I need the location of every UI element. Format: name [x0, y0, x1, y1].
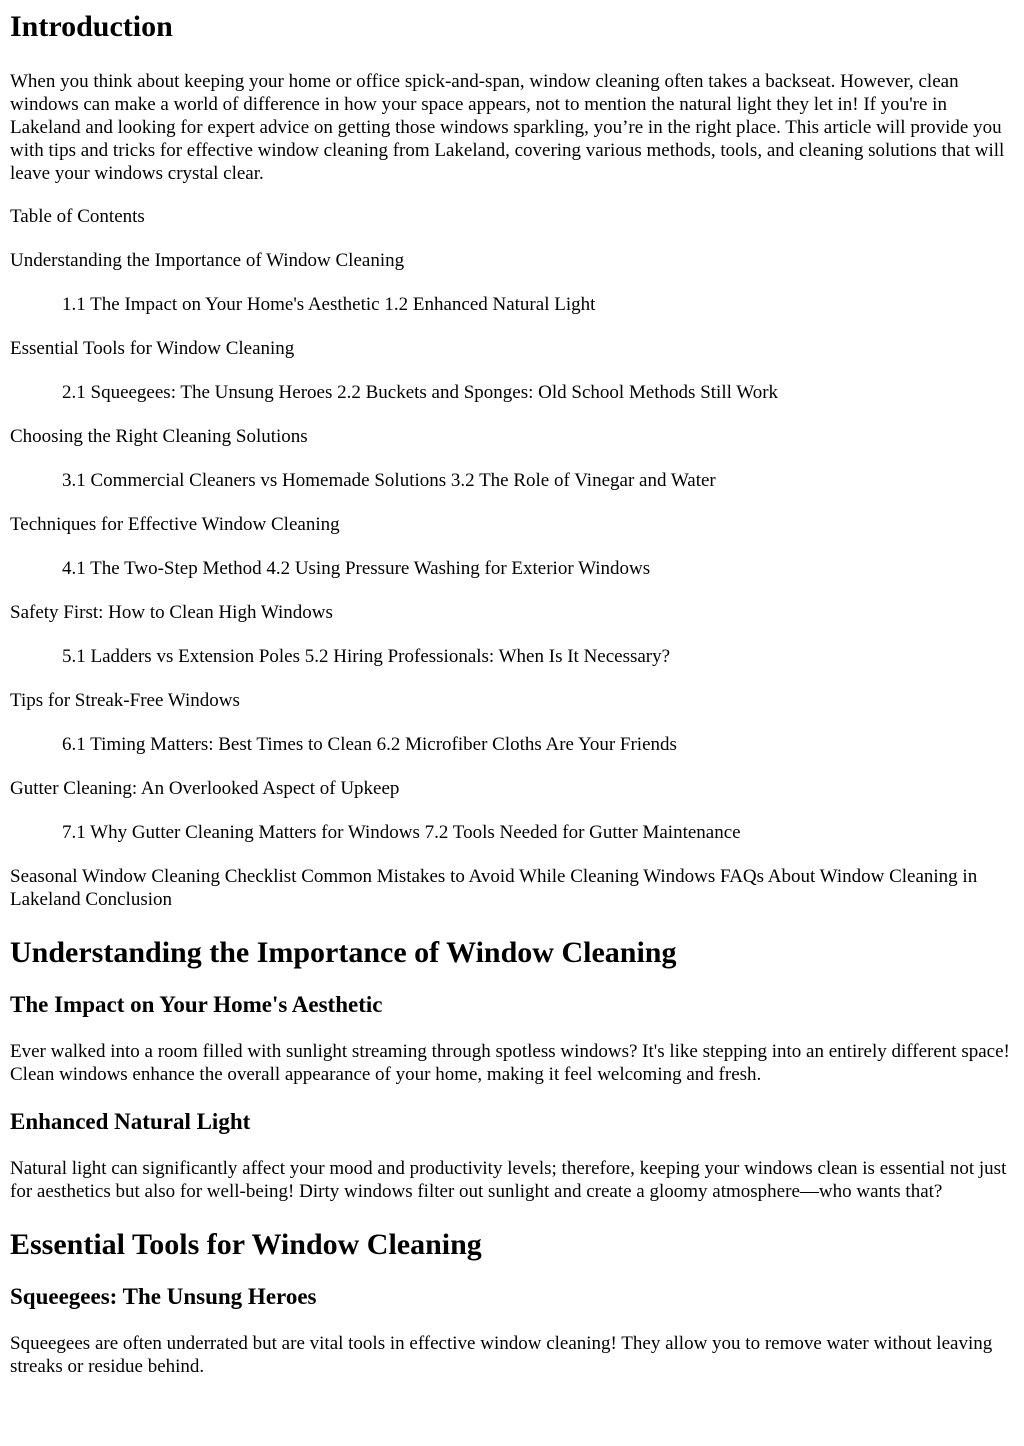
toc-section-7[interactable]: Gutter Cleaning: An Overlooked Aspect of Upkeep: [10, 778, 400, 799]
toc-subsections-1[interactable]: 1.1 The Impact on Your Home's Aesthetic 1.2 Enhanced Natural Light: [62, 294, 596, 315]
toc-subsections-2[interactable]: 2.1 Squeegees: The Unsung Heroes 2.2 Buckets and Sponges: Old School Methods Still Work: [62, 382, 779, 403]
intro-heading: Introduction: [10, 10, 173, 43]
toc-heading: Table of Contents: [10, 206, 145, 227]
table-of-contents: [10, 249, 1014, 911]
toc-subsections-7[interactable]: 7.1 Why Gutter Cleaning Matters for Windows 7.2 Tools Needed for Gutter Maintenance: [62, 822, 741, 843]
tools-heading: Essential Tools for Window Cleaning: [10, 1228, 482, 1261]
squeegee-heading: Squeegees: The Unsung Heroes: [10, 1284, 317, 1309]
toc-section-2[interactable]: Essential Tools for Window Cleaning: [10, 338, 295, 359]
toc-subsections-6[interactable]: 6.1 Timing Matters: Best Times to Clean 6.2 Microfiber Cloths Are Your Friends: [62, 734, 677, 755]
toc-subsections-5[interactable]: 5.1 Ladders vs Extension Poles 5.2 Hiring Professionals: When Is It Necessary?: [62, 646, 671, 667]
toc-remaining-sections[interactable]: Seasonal Window Cleaning Checklist Common Mistakes to Avoid While Cleaning Windows FAQs About Window Cleaning in Lakeland Conclusion: [10, 866, 978, 910]
toc-section-4[interactable]: Techniques for Effective Window Cleaning: [10, 514, 340, 535]
natural-light-heading: Enhanced Natural Light: [10, 1109, 251, 1134]
toc-subsections-4[interactable]: 4.1 The Two-Step Method 4.2 Using Pressure Washing for Exterior Windows: [62, 558, 651, 579]
toc-section-5[interactable]: Safety First: How to Clean High Windows: [10, 602, 333, 623]
aesthetic-heading: The Impact on Your Home's Aesthetic: [10, 992, 383, 1017]
toc-subsections-3[interactable]: 3.1 Commercial Cleaners vs Homemade Solutions 3.2 The Role of Vinegar and Water: [62, 470, 716, 491]
toc-section-1[interactable]: Understanding the Importance of Window Cleaning: [10, 250, 405, 271]
toc-section-6[interactable]: Tips for Streak-Free Windows: [10, 690, 240, 711]
importance-heading: Understanding the Importance of Window Cleaning: [10, 936, 677, 969]
toc-section-3[interactable]: Choosing the Right Cleaning Solutions: [10, 426, 308, 447]
intro-paragraph: When you think about keeping your home or office spick-and-span, window cleaning often takes a backseat. However, clean windows can make a world of difference in how your space appears, not to mention the natural light they let in! If you're in Lakeland and looking for expert advice on getting those windows sparkling, you’re in the right place. This article will provide you with tips and tricks for effective window cleaning from Lakeland, covering various methods, tools, and cleaning solutions that will leave your windows crystal clear.: [10, 71, 1005, 184]
natural-light-paragraph: Natural light can significantly affect your mood and productivity levels; therefore, keeping your windows clean is essential not just for aesthetics but also for well-being! Dirty windows filter out sunlight and create a gloomy atmosphere—who wants that?: [10, 1158, 1007, 1202]
squeegee-paragraph: Squeegees are often underrated but are vital tools in effective window cleaning! They allow you to remove water without leaving streaks or residue behind.: [10, 1333, 993, 1377]
aesthetic-paragraph: Ever walked into a room filled with sunlight streaming through spotless windows? It's like stepping into an entirely different space! Clean windows enhance the overall appearance of your home, making it feel welcoming and fresh.: [10, 1041, 1010, 1085]
